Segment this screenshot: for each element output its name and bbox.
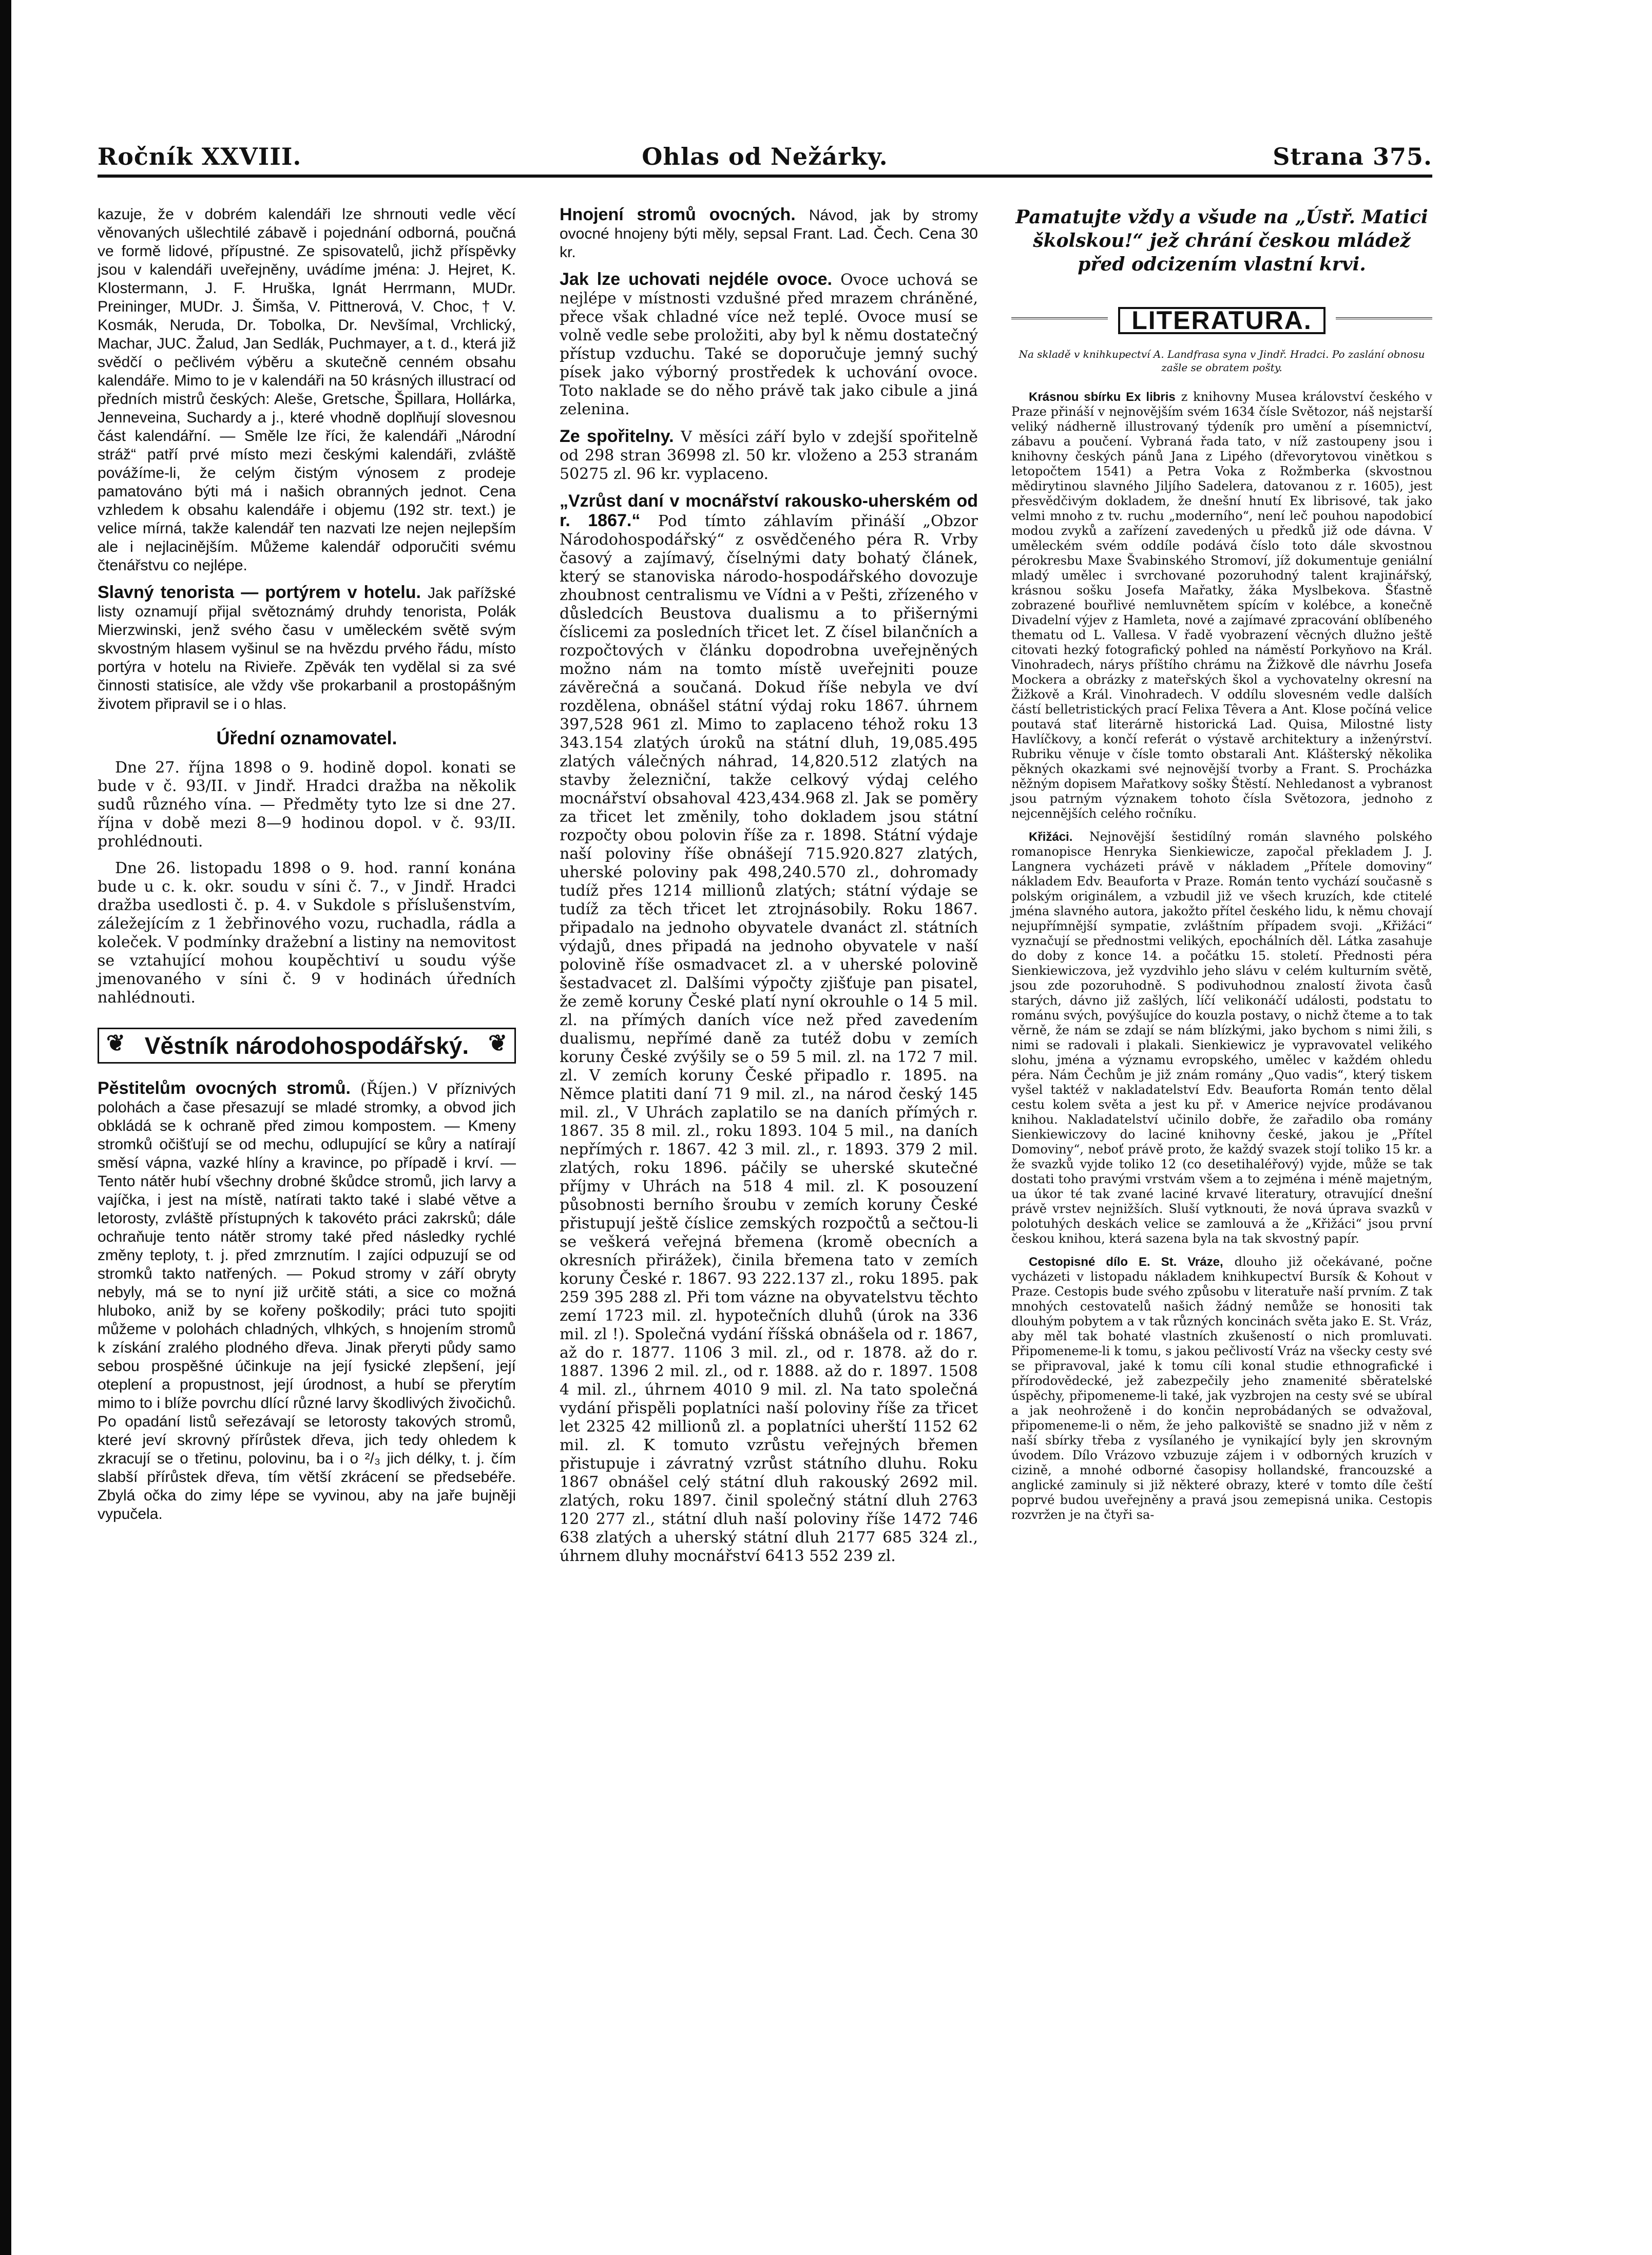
vraz-headline: Cestopisné dílo E. St. Vráze,	[1029, 1255, 1223, 1269]
fertilizing-article	[560, 205, 978, 262]
savings-bank-article	[560, 427, 978, 484]
notice-farm-auction: Dne 26. listopadu 1898 o 9. hod. ranní konána bude u c. k. okr. soudu v síni č. 7., v Jindř. Hradci dražba usedlosti č. p. 4. v Sukdole s příslušenstvím, záležejícím z 1 žebřinového vozu, ruchadla, rádla a koleček. V podmínky dražební a listiny na nemovitost se vztahující mohou koupěchtiví u soudu výše jmenovaného v síni č. 9 v hodinách úředních nahlédnouti.	[98, 859, 516, 1007]
newspaper-page	[98, 139, 1433, 1565]
page-header	[98, 139, 1432, 178]
fruit-trees-article	[98, 1079, 516, 1524]
tenor-headline: Slavný tenorista — portýrem v hotelu.	[98, 583, 421, 602]
vraz-body: dlouho již očekávané, počne vycházeti v listopadu nákladem knihkupectví Bursík & Kohout v Praze. Cestopis bude svého způsobu v literatuře naší prvním. Z tak mnohých cestovatelů našich žádný nemůže se honositi tak dlouhým pobytem a v tak různých koncinách světa jako E. St. Vráz, aby měl tak bohaté vlastních zkušeností o nich promluvati. Připomeneme-li k tomu, s jakou pečlivostí Vráz na všecky cesty své se připravoval, jaké k tomu cíli konal studie ethnografické i přírodovědecké, jež zabezpečily jeho znamenité sběratelské úspěchy, připomeneme-li také, jak vyzbrojen na cesty své se ubíral a jak neohroženě i do končin neprobádaných se odvažoval, připomeneme-li o něm, že jeho palkoviště se snadno již v něm z naší sbírky třeba z vysílaného je vynikající byly jen skrovným úvodem. Dílo Vrázovo vzbuzuje zájem i v odborných kruzích v cizině, a mnohé odborné časopisy hollandské, francouzské a anglické zaminuly si již některé obrazy, které v tomto díle čeští poprvé budou uveřejněny a pravá jsou zemepisná unika. Cestopis rozvržen je na čtyři sa-	[1011, 1255, 1433, 1522]
fruit-storage-body: Ovoce uchová se nejlépe v místnosti vzdušné před mrazem chráněné, přece však chladné více než teplé. Ovoce musí se volně vedle sebe proložiti, aby byl k němu dostatečný přístup vzduchu. Také se doporučuje jemný suchý písek jako výborný prostředek k uchování ovoce. Toto naklade se do něho právě tak jako cibule a jiná zelenina.	[560, 271, 978, 418]
savings-bank-body: V měsíci září bylo v zdejší spořitelně od 298 stran 36998 zl. 50 kr. vloženo a 253 stranám 50275 zl. 96 kr. vyplaceno.	[560, 428, 978, 483]
literature-title: LITERATURA.	[1118, 307, 1326, 334]
crusaders-review	[1011, 830, 1432, 1246]
crusaders-body: Nejnovější šestidílný román slavného polského romanopisce Henryka Sienkiewicze, započal překladem J. J. Langnera vycházeti právě v nákladem „Přítele domoviny“ nákladem Edv. Beauforta v Praze. Román tento vychází současně s polským originálem, a vzbudil již ve všech kruzích, kde ctitelé jména slavného autora, jakožto přítel českého lidu, k němu chovají nejupřímnější sympatie, zvláštním případem svoji. „Křižáci“ vyznačují se přednostmi velikých, epochálních děl. Látka zasahuje do doby z konce 14. a počátku 15. století. Přednosti péra Sienkiewiczova, jež vyzdvihlo jeho slávu v celém kulturním světě, jsou zde pozoruhodně. S podivuhodnou znalostí života časů starých, dávno již zašlých, líčí velikonáčí události, podstatu to románu svých, povýšujíce do kouzla postavy, o nichž čteme a to tak věrně, že nám se zdají se nám blízkými, jako bychom s nimi žili, s nimi se radovali i plakali. Sienkiewicz je vypravovatel velikého slohu, jména a významu evropského, umělec v každém ohledu péra. Nám Čechům je již znám romány „Quo vadis“, který tiskem vyšel taktéž v nakladatelství Edv. Beauforta Román tento dělal cestu kolem světa a jest ku př. v Americe nejvíce prodávanou knihou. Nakladatelství učinilo dobře, že zařadilo oba romány Sienkiewiczovy do laciné knihovny české, jakou je „Přítel Domoviny“, neboť právě proto, že každý svazek stojí toliko 15 kr. a že svazků vyjde toliko 12 (co desetihaléřový) vyjde, může se tak dostati toho pravými vrstvám všem a to zejména i méně majetným, ua úkor té tak zvané laciné krvavé literatury, otravující dnešní právě vrstev nejnižších. Sluší vytknouti, že nová úprava svazků v polotuhých deskách velice se zamlouvá a že „Křižáci“ jsou první českou knihou, která sazena byla na tak skvostný papír.	[1011, 830, 1432, 1246]
volume-label: Ročník XXVIII.	[98, 143, 302, 170]
tenor-article	[98, 583, 516, 714]
taxes-headline: „Vzrůst daní v mocnářství rakousko-uherském od r. 1867.“	[560, 491, 978, 530]
economic-bulletin-banner: ❦ Věstník národohospodářský. ❦	[98, 1028, 516, 1064]
fruit-trees-body: V příznivých polohách a čase přesazují se mladé stromky, a obvod jich obkládá se k ochraně před zimou kompostem. — Kmeny stromků očišťují se od mechu, odlupující se kůry a natírají směsí vápna, vazké hlíny a kravince, po případě i krví. — Tento nátěr hubí všechny drobné škůdce stromů, jich larvy a vajíčka, i jest na místě, natírati takto také i slabé větve a letorosty, zvláště přístupných k takovéto práci zakrsků; dále ochraňuje tento nátěr stromy také před následky rychlé změny teploty, t. j. před zmrznutím. I zajíci odpuzují se od stromků takto natřených. — Pokud stromy v září obryty nebyly, má se to nyní již určitě státi, a sice co možná hluboko, aniž by se kořeny poškodily; práci tuto spojiti můžeme v polohách chladných, vlhkých, s hnojením stromů k získání zralého plodného dřeva. Jinak přeryti půdy samo sebou prospěšné účinkuje na její fysické zlepšení, její oteplení a propustnost, její úrodnost, a hubí se přerytím mimo to i blíže povrchu dlící různé larvy škodlivých živočichů. Po opadání listů seřezávají se letorosty takových stromů, které jeví skrovný přírůstek dřeva, jich tedy ohledem k zkracují se o třetinu, polovinu, ba i o ²/₃ jich délky, t. j. čím slabší přírůstek dřeva, tím větší zkrácení se předsebéře. Zbylá očka do zimy lépe se vyvinou, aby na jaře bujněji vypučela.	[98, 1081, 516, 1522]
page-number: Strana 375.	[1273, 143, 1432, 170]
notice-wine-auction: Dne 27. října 1898 o 9. hodině dopol. konati se bude v č. 93/II. v Jindř. Hradci dražba na několik sudů různého vína. — Předměty tyto lze si dne 27. října v době mezi 8—9 hodinou dopol. v č. 93/II. prohlédnouti.	[98, 759, 516, 851]
fruit-storage-headline: Jak lze uchovati nejdéle ovoce.	[560, 269, 832, 289]
bookshop-note: Na skladě v knihkupectví A. Landfrasa syna v Jindř. Hradci. Po zaslání obnosu zašle se obratem pošty.	[1019, 348, 1425, 374]
column-3	[1011, 205, 1432, 1531]
taxes-article	[560, 492, 978, 1566]
crusaders-headline: Křižáci.	[1029, 830, 1073, 844]
official-notices-heading: Úřední oznamovatel.	[216, 727, 397, 748]
scan-edge	[0, 0, 11, 2255]
ornament-right	[1336, 317, 1432, 324]
fertilizing-body: Návod, jak by stromy ovocné hnojeny býti měly, sepsal Frant. Lad. Čech. Cena 30 kr.	[560, 207, 978, 261]
column-1	[98, 205, 516, 1532]
ex-libris-body: z knihovny Musea království českého v Praze přináší v nejnovějším svém 1634 čísle Světozor, náš nejstarší veliký nádherně illustrovaný týdeník pro umění a písemnictví, zábavu a poučení. Vybraná řada tato, v níž zastoupeny jsou i knihovny českých pánů Jana z Lipého (dřevorytovou vinětkou s letopočtem 1541) a Petra Voka z Rožmberka (skvostnou mědirytinou slavného Jiljího Sadelera, datovanou z r. 1605), jest přesvědčivým dokladem, že dnešní hnutí Ex librisové, tak jako velmi mnoho z tv. ruchu „moderního“, není leč pouhou napodobicí modou zvyků a zařízení zavedených u předků již ode dávna. V uměleckém svém oddíle podává číslo toto dále skvostnou pérokresbu Maxe Švabinského Stromoví, jíž dokumentuje geniální mladý umělec i svrchované pozoruhodný talent krajinářský, krásnou sošku Josefa Mařatky, žáka Myslbekova. Šťastně zobrazené bouřlivé nemluvnětem spícím v kolébce, a konečně Divadelní výjev z Hamleta, nové a zajímavé zpracování oblíbeného thematu od L. Vallesa. V řadě vyobrazení věcných dlužno ještě citovati hezký fotografický pohled na náměstí Porkyňovo na Král. Vinohradech, nárys příštího chrámu na Žižkově dle návrhu Josefa Mockera a obrázky z mateřských škol a vychovatelny okresní na Žižkově a Král. Vinohradech. V oddílu slovesném vedle dalších částí belletristických prací Felixa Têvera a Ant. Klose počíná velice poutavá stať literárně historická Lad. Quisa, Milostné listy Havlíčkovy, a končí referát o výstavě architektury a inženýrství. Rubriku věnuje v čísle tomto obstarali Ant. Klášterský několika pěkných okazkami své nejnovější tvorby a Frant. S. Procházka něžným dopisem Mařatkovy sošky Štěstí. Nehledanost a vybranost jsou patrným význakem tohoto čísla Světozora, jednoho z nejcennějších celého ročníku.	[1011, 390, 1432, 821]
literature-banner	[1011, 307, 1432, 334]
taxes-body: Pod tímto záhlavím přináší „Obzor Národohospodářský“ z osvědčeného péra R. Vrby časový a zajímavý, číselnými daty bohatý článek, který se stanoviska národo-hospodářského dovozuje zhoubnost centralismu ve Vídni a v Pešti, zřízeného v důsledcích Beustova dualismu a to přišernými číslicemi za posledních třicet let. Z čísel bilančních a rozpočtových v článku dopodrobna uveřejněných možno nám na tomto místě uveřejniti pouze závěrečná a součaná. Dokud říše nebyla ve dví rozdělena, obnášel státní výdaj roku 1867. úhrnem 397,528 961 zl. Mimo to zaplaceno téhož roku 13 343.154 zlatých úroků na státní dluh, 19,085.495 zlatých válečných náhrad, 14,820.512 zlatých na stavby železniční, takže celkový výdaj celého mocnářství obsahoval 423,434.968 zl. Jak se poměry za třicet let změnily, toho dokladem jsou státní rozpočty obou polovin říše za r. 1898. Státní výdaje naší poloviny říše obnášejí 715.920.827 zlatých, uherské poloviny pak 498,240.570 zl., dohromady tudíž přes 1214 millionů zlatých; státní výdaje se tudíž za těch třicet let ztrojnásobily. Roku 1867. připadalo na jednoho obyvatele dvanáct zl. státních výdajů, dnes připadá na jednoho obyvatele v naší polovině říše osmadvacet zl. a v uherské polovině šestadvacet zl. Dalšími výpočty zjišťuje pan pisatel, že země koruny České platí nyní okrouhle o 14 5 mil. zl. na přímých daních více než před zavedením dualismu, nepřímé daně za tutéž dobu v zemích koruny České zvýšily se o 59 5 mil. zl. na 172 7 mil. zl. V zemích koruny České připadlo r. 1895. na Němce platiti daní 71 9 mil. zl., na národ český 145 mil. zl., V Uhrách zaplatilo se na daních přímých r. 1867. 35 8 mil. zl., roku 1893. 104 5 mil., na daních nepřímých r. 1867. 42 3 mil. zl., r. 1893. 379 2 mil. zlatých, roku 1896. páčily se uherské skutečné příjmy v Uhrách na 518 4 mil. zl. K posouzení působnosti berního šroubu v zemích koruny České přistupují ještě číslice zemských rozpočtů a sečtou-li se veškerá veřejná břemena (kromě obecních a okresních přirážek), činila břemena tato v zemích koruny České r. 1867. 93 222.137 zl., roku 1895. pak 259 395 288 zl. Při tom vázne na obyvatelstvu těchto zemí 1723 mil. zl. hypotečních dluhů (úrok na 336 mil. zl !). Společná vydání říšská obnášela od r. 1867, až do r. 1877. 1106 3 mil. zl., od r. 1878. až do r. 1887. 1396 2 mil. zl., od r. 1888. až do r. 1897. 1508 4 mil. zl., úhrnem 4010 9 mil. zl. Na tato společná vydání přispěli poplatníci naší poloviny říše za třicet let 2325 42 millionů zl. a poplatníci uherští 1152 62 mil. zl. K tomuto vzrůstu veřejných břemen přistupuje i závratný vzrůst státního dluhu. Roku 1867 obnášel celý státní dluh rakouský 2692 mil. zlatých, roku 1897. činil společný státní dluh 2763 120 277 zl., státní dluh naší poloviny říše 1472 746 638 zlatých a uherský státní dluh 2177 685 324 zl., úhrnem dluhy mocnářství 6413 552 239 zl.	[560, 512, 978, 1565]
ornament-left	[1011, 317, 1108, 324]
column-2	[560, 205, 978, 1574]
fruit-trees-month: (Říjen.)	[360, 1080, 418, 1098]
matice-motto: Pamatujte vždy a všude na „Ústř. Matici školskou!“ jež chrání českou mládež před odcizením vlastní krvi.	[1015, 206, 1428, 275]
fruit-storage-article	[560, 270, 978, 419]
tenor-body: Jak pařížské listy oznamují přijal světoznámý druhdy tenorista, Polák Mierzwinski, jenž svého času v uměleckém světě svým skvostným hlasem vyšinul se na hvězdu prvého řádu, místo portýra v hotelu na Rivieře. Zpěvák ten vydělal si za své činnosti statisíce, ale vždy vše prokarbanil a prostopášným životem připravil se i o hlas.	[98, 585, 516, 712]
masthead-title: Ohlas od Nežárky.	[642, 143, 888, 170]
ex-libris-review	[1011, 390, 1432, 821]
ex-libris-headline: Krásnou sbírku Ex libris	[1029, 390, 1176, 404]
fertilizing-headline: Hnojení stromů ovocných.	[560, 205, 796, 224]
vraz-travelogue-review	[1011, 1255, 1432, 1522]
calendar-review: kazuje, že v dobrém kalendáři lze shrnouti vedle věcí věnovaných ušlechtilé zábavě i pojednání odborná, poučná ve formě lidové, přípustné. Ze spisovatelů, jichž příspěvky jsou v kalendáři uveřejněny, uvádíme jména: J. Hejret, K. Klostermann, J. F. Hruška, Ignát Herrmann, MUDr. Preininger, MUDr. J. Šimša, V. Pittnerová, V. Choc, † V. Kosmák, Neruda, Dr. Tobolka, Dr. Nevšímal, Vrchlický, Machar, JUC. Žalud, Jan Sedlák, Puchmayer, a t. d., která již svědčí o pečlivém výběru a skutečně cenném obsahu kalendáře. Mimo to je v kalendáři na 50 krásných illustrací od předních mistrů českých: Aleše, Gretsche, Špillara, Hollárka, Jenneveina, Suchardy a j., které vhodně doplňují slovesnou část kalendářní. — Směle lze říci, že kalendáři „Národní stráž“ patří prvé místo mezi českými kalendáři, zvláště povážíme-li, že celým čistým výnosem z prodeje pamatováno býti má i našich obranných jednot. Cena vzhledem k obsahu kalendáře i objemu (192 str. text.) je velice mírná, takže kalendář ten nazvati lze nejen nejlepším ale i nejlacinějším. Můžeme kalendář odporučiti svému čtenářstvu co nejlépe.	[98, 206, 516, 574]
fruit-trees-headline: Pěstitelům ovocných stromů.	[98, 1078, 351, 1098]
savings-bank-headline: Ze spořitelny.	[560, 427, 674, 446]
